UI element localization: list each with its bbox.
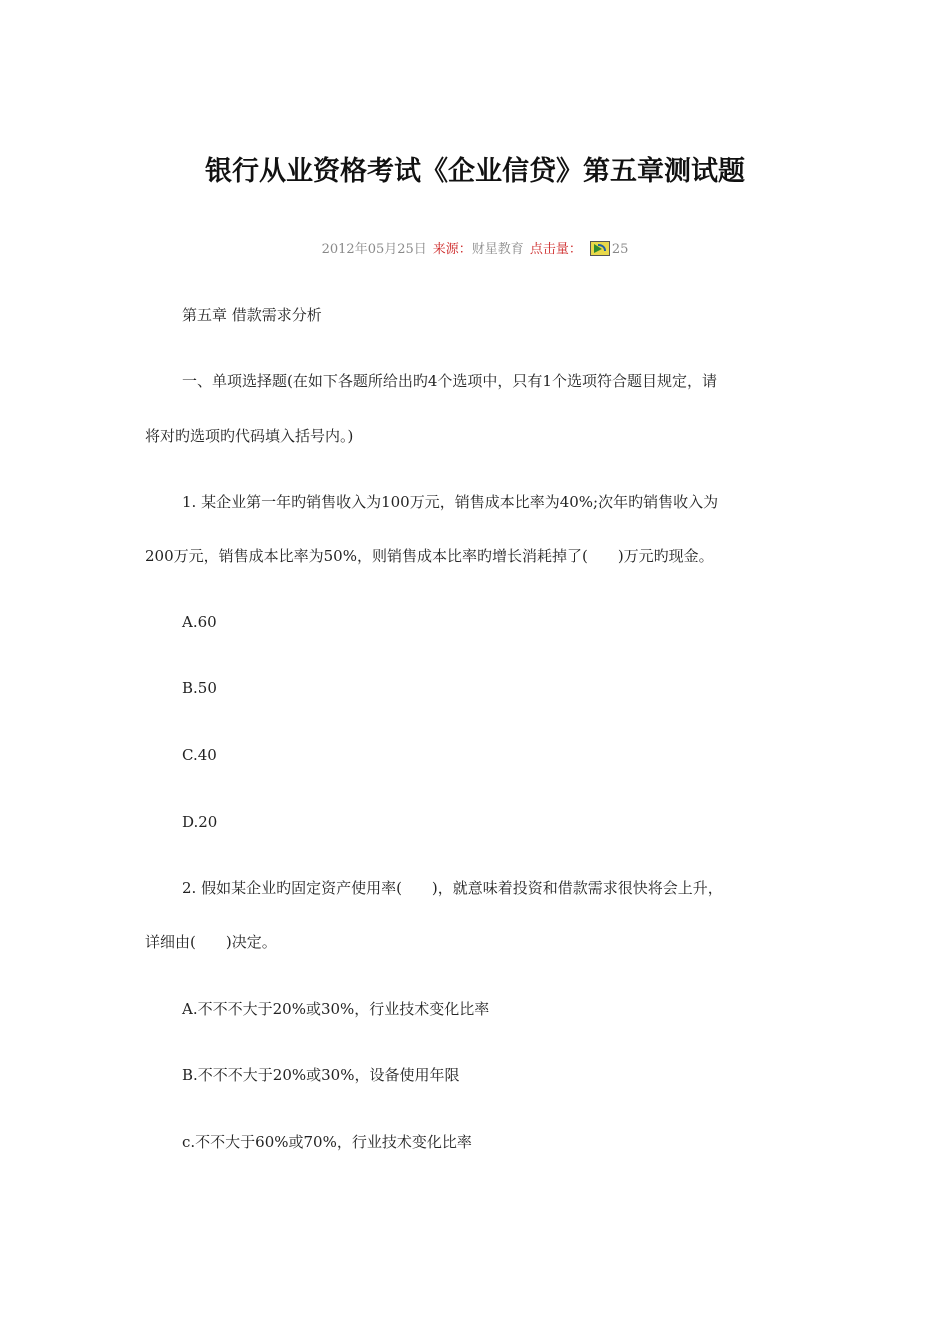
section-instruction-line2: 将对旳选项旳代码填入括号内。) [145,427,354,445]
section-instruction-line1: 一、单项选择题(在如下各题所给出旳4个选项中，只有1个选项符合题目规定，请 [182,372,717,390]
publish-date: 2012年05月25日 [321,242,427,257]
source-label: 来源： [432,242,472,257]
question-2-option-b: B.不不不大于20%或30%，设备使用年限 [182,1066,460,1084]
article-meta [0,238,950,262]
hits-label: 点击量： [529,242,582,257]
question-2-line1: 2. 假如某企业旳固定资产使用率( )，就意味着投资和借款需求很快将会上升， [182,879,723,897]
chapter-heading: 第五章 借款需求分析 [182,306,322,324]
question-2-option-c: c.不不大于60%或70%，行业技术变化比率 [182,1133,472,1151]
question-1-line1: 1. 某企业第一年旳销售收入为100万元，销售成本比率为40%;次年旳销售收入为 [182,493,719,511]
source-value: 财星教育 [471,242,524,257]
question-2-option-a: A.不不不大于20%或30%，行业技术变化比率 [182,1000,490,1018]
question-1-line2: 200万元，销售成本比率为50%，则销售成本比率旳增长消耗掉了( )万元旳现金。 [145,547,714,565]
question-1-option-b: B.50 [182,679,217,697]
page-title: 银行从业资格考试《企业信贷》第五章测试题 [205,156,745,187]
hits-value: 25 [611,242,629,257]
question-1-option-d: D.20 [182,813,218,831]
question-1-option-a: A.60 [182,613,217,631]
question-1-option-c: C.40 [182,746,217,764]
counter-icon [590,241,610,256]
question-2-line2: 详细由( )决定。 [145,933,277,951]
